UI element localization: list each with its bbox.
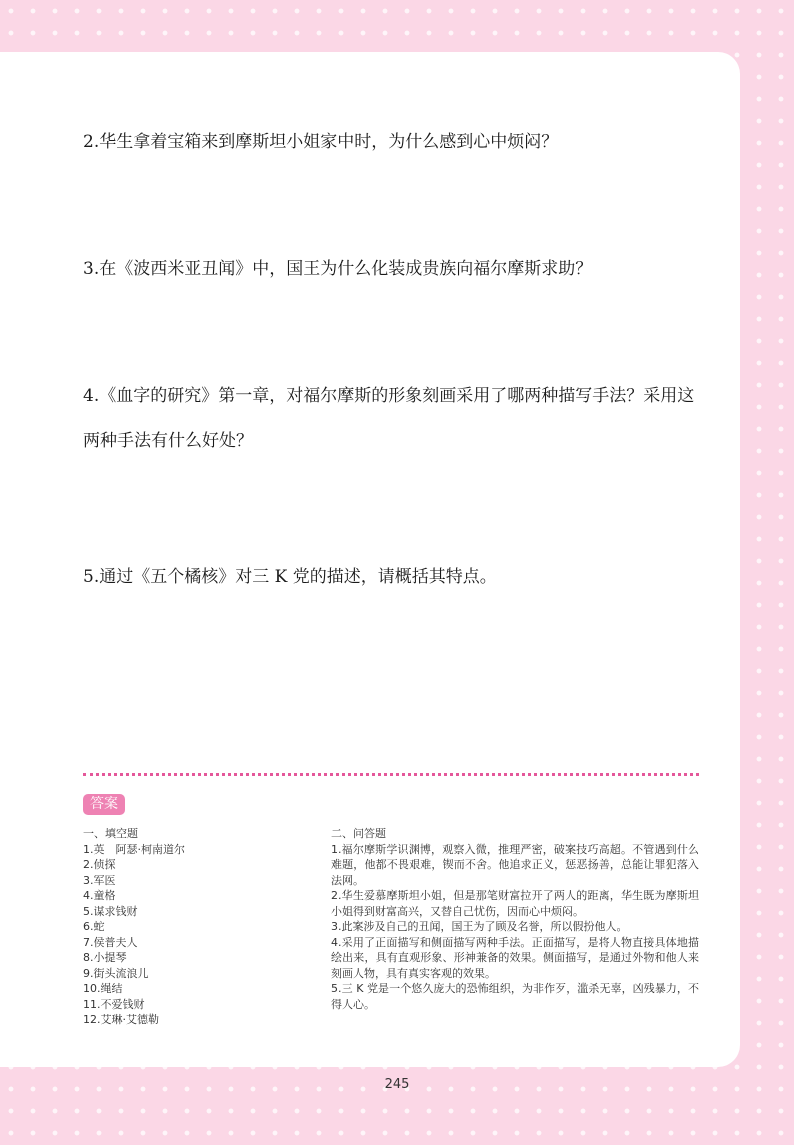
- qa-item: 2.华生爱慕摩斯坦小姐，但是那笔财富拉开了两人的距离，华生既为摩斯坦小姐得到财富高兴，又替自己忧伤，因而心中烦闷。: [331, 889, 699, 918]
- fill-in-item: 7.侯普夫人: [83, 935, 138, 949]
- fill-in-item: 4.童格: [83, 889, 116, 902]
- qa-item: 1.福尔摩斯学识渊博，观察入微，推理严密，破案技巧高超。不管遇到什么难题，他都不畏艰难，锲而不舍。他追求正义，惩恶扬善，总能让罪犯落入法网。: [331, 842, 699, 887]
- fill-in-item: 1.英 阿瑟·柯南道尔: [83, 842, 185, 856]
- fill-in-item: 6.蛇: [83, 920, 105, 933]
- fill-in-item: 12.艾琳·艾德勒: [83, 1013, 159, 1026]
- dotted-divider: [83, 773, 699, 776]
- page-number: 245: [384, 1077, 410, 1092]
- fill-in-item: 3.军医: [83, 873, 116, 887]
- question-5: 5.通过《五个橘核》对三 K 党的描述，请概括其特点。: [83, 567, 497, 587]
- fill-in-item: 9.街头流浪儿: [83, 966, 149, 980]
- answer-label: 答案: [83, 794, 125, 815]
- question-4: 4.《血字的研究》第一章，对福尔摩斯的形象刻画采用了哪两种描写手法？采用这两种手法有什么好处？: [83, 386, 695, 451]
- fill-in-item: 5.谋求钱财: [83, 904, 138, 918]
- qa-answers: [331, 826, 699, 1012]
- fill-in-item: 11.不爱钱财: [83, 997, 145, 1011]
- qa-item: 5.三 K 党是一个悠久庞大的恐怖组织，为非作歹，滥杀无辜，凶残暴力，不得人心。: [331, 982, 699, 1011]
- fill-in-item: 2.侦探: [83, 858, 116, 871]
- fill-in-item: 10.绳结: [83, 982, 123, 995]
- question-3: 3.在《波西米亚丑闻》中，国王为什么化装成贵族向福尔摩斯求助？: [83, 259, 593, 279]
- fill-in-heading: 一、填空题: [83, 827, 138, 840]
- qa-heading: 二、问答题: [331, 827, 386, 840]
- qa-item: 3.此案涉及自己的丑闻，国王为了顾及名誉，所以假扮他人。: [331, 920, 628, 933]
- qa-item: 4.采用了正面描写和侧面描写两种手法。正面描写，是将人物直接具体地描绘出来，具有直观形象、形神兼备的效果。侧面描写，是通过外物和他人来刻画人物，具有真实客观的效果。: [331, 935, 699, 980]
- fill-in-answers: [83, 826, 313, 1028]
- fill-in-item: 8.小提琴: [83, 951, 127, 964]
- question-2: 2.华生拿着宝箱来到摩斯坦小姐家中时，为什么感到心中烦闷？: [83, 132, 559, 152]
